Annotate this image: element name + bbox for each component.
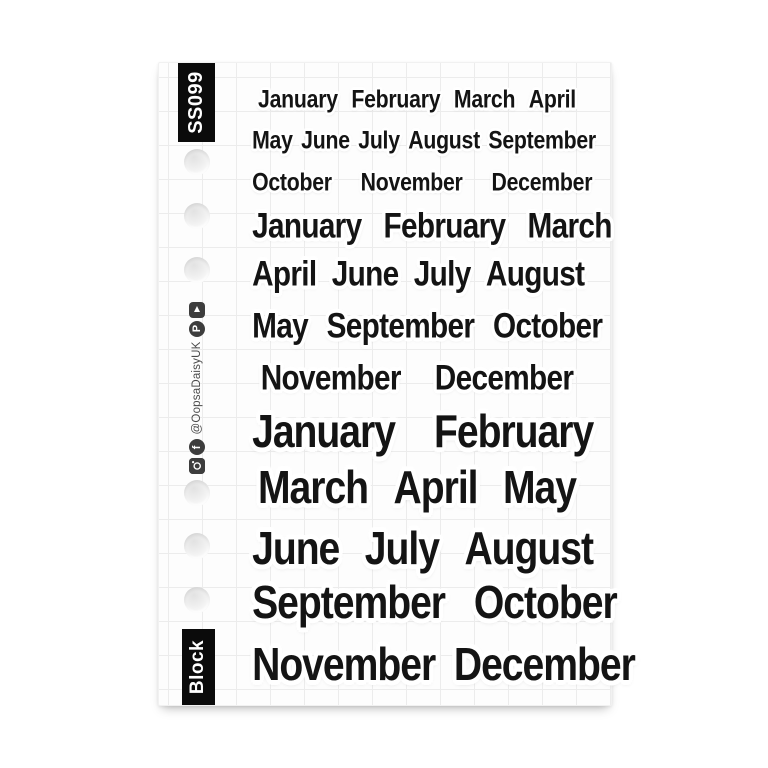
- youtube-icon: [189, 302, 205, 318]
- font-style-label: [182, 629, 215, 705]
- sticker-sheet: [158, 62, 635, 706]
- sticker-rows: [223, 63, 635, 705]
- punch-hole: [184, 533, 210, 559]
- month-sticker: April: [252, 254, 317, 294]
- month-sticker: March: [453, 85, 516, 114]
- punch-hole: [184, 203, 210, 229]
- month-sticker: March: [257, 461, 369, 513]
- social-media-column: [187, 308, 207, 468]
- play-triangle: [194, 306, 200, 312]
- month-sticker: April: [393, 461, 478, 513]
- sticker-row: [252, 638, 635, 690]
- month-sticker: August: [464, 522, 593, 574]
- sticker-row: [252, 576, 617, 628]
- sticker-row: [252, 126, 596, 155]
- month-sticker: April: [528, 85, 576, 114]
- month-sticker: July: [358, 126, 400, 155]
- sticker-row: [252, 461, 582, 513]
- month-sticker: June: [301, 126, 350, 155]
- punch-hole: [184, 480, 210, 506]
- month-sticker: February: [351, 85, 441, 114]
- month-sticker: September: [326, 306, 475, 346]
- month-sticker: December: [453, 638, 635, 690]
- month-sticker: October: [473, 576, 617, 628]
- sticker-row: [252, 254, 585, 294]
- sticker-row: [252, 306, 603, 346]
- month-sticker: January: [252, 206, 362, 246]
- month-sticker: February: [383, 206, 506, 246]
- month-sticker: November: [360, 168, 463, 197]
- instagram-icon: [189, 458, 205, 474]
- month-sticker: June: [331, 254, 399, 294]
- punch-hole: [184, 587, 210, 613]
- font-style-text: Block: [187, 639, 209, 695]
- month-sticker: July: [413, 254, 471, 294]
- sticker-row: [252, 405, 594, 457]
- punch-hole: [184, 257, 210, 283]
- punch-hole: [184, 149, 210, 175]
- month-sticker: November: [260, 358, 401, 398]
- month-sticker: June: [252, 522, 340, 574]
- product-code-label: [178, 63, 215, 142]
- month-sticker: May: [503, 461, 577, 513]
- month-sticker: August: [408, 126, 480, 155]
- month-sticker: December: [491, 168, 593, 197]
- facebook-icon: f: [189, 439, 205, 455]
- social-handle: @OopsaDaisyUK: [191, 341, 203, 435]
- month-sticker: January: [252, 405, 395, 457]
- month-sticker: July: [364, 522, 439, 574]
- month-sticker: December: [434, 358, 574, 398]
- month-sticker: May: [252, 126, 293, 155]
- month-sticker: August: [485, 254, 585, 294]
- sticker-row: [252, 522, 593, 574]
- month-sticker: March: [527, 206, 612, 246]
- month-sticker: May: [252, 306, 308, 346]
- sticker-row: [252, 168, 593, 197]
- pinterest-icon: P: [189, 321, 205, 337]
- month-sticker: October: [492, 306, 603, 346]
- sticker-row: [252, 358, 582, 398]
- product-code-text: SS099: [185, 71, 207, 134]
- month-sticker: October: [252, 168, 332, 197]
- month-sticker: February: [434, 405, 594, 457]
- sticker-row: [252, 206, 612, 246]
- month-sticker: November: [252, 638, 436, 690]
- month-sticker: January: [258, 85, 338, 114]
- sticker-row: [252, 85, 582, 114]
- month-sticker: September: [488, 126, 596, 155]
- month-sticker: September: [252, 576, 446, 628]
